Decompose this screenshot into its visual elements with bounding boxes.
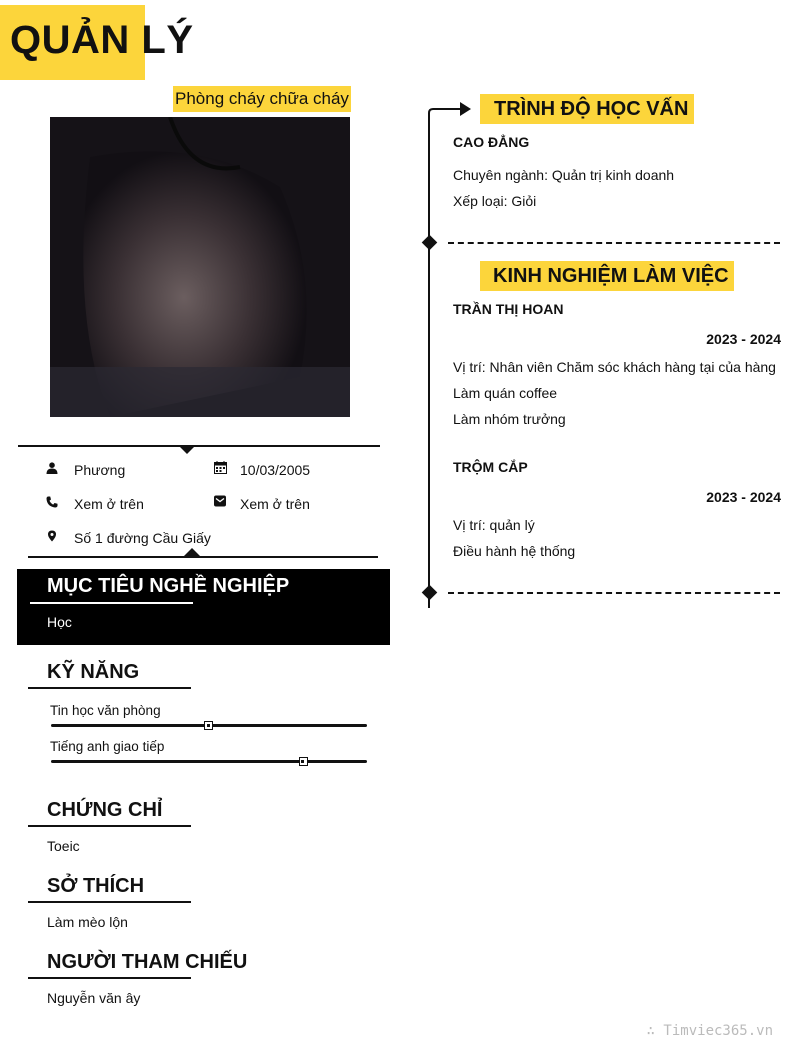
skill-level-marker bbox=[204, 721, 213, 730]
info-bottom-divider bbox=[28, 556, 378, 558]
skill-name: Tiếng anh giao tiếp bbox=[50, 739, 165, 754]
info-phone: Xem ở trên bbox=[74, 496, 144, 512]
references-underline bbox=[28, 977, 191, 979]
skills-title: KỸ NĂNG bbox=[47, 661, 140, 683]
timeline-node bbox=[422, 235, 438, 251]
skill-level-marker bbox=[299, 757, 308, 766]
timeline-node bbox=[422, 585, 438, 601]
phone-icon bbox=[45, 496, 59, 511]
hobbies-underline bbox=[28, 901, 191, 903]
info-birthday: 10/03/2005 bbox=[240, 462, 311, 478]
brand-logo-icon: ∴ bbox=[646, 1023, 655, 1039]
user-icon bbox=[45, 462, 59, 477]
section-divider bbox=[448, 242, 780, 244]
skills-underline bbox=[28, 687, 191, 689]
info-address: Số 1 đường Cầu Giấy bbox=[74, 530, 211, 546]
education-major: Chuyên ngành: Quản trị kinh doanh bbox=[453, 167, 675, 183]
experience-title: KINH NGHIỆM LÀM VIỆC bbox=[493, 265, 729, 287]
job-line: Vị trí: Nhân viên Chăm sóc khách hàng tại của hàng bbox=[453, 359, 776, 375]
section-divider bbox=[448, 592, 780, 594]
footer-brand bbox=[647, 1023, 773, 1039]
job-company: TRẦN THỊ HOAN bbox=[453, 301, 564, 317]
objective-title: MỤC TIÊU NGHỀ NGHIỆP bbox=[47, 575, 290, 597]
email-icon bbox=[213, 495, 227, 510]
divider-arrow-up bbox=[184, 548, 200, 556]
education-school: CAO ĐẲNG bbox=[453, 134, 530, 150]
profile-photo bbox=[50, 117, 350, 417]
divider-arrow-down bbox=[179, 446, 195, 454]
objective-underline bbox=[30, 602, 193, 604]
job-line: Điều hành hệ thống bbox=[453, 543, 576, 559]
certificates-text: Toeic bbox=[47, 838, 80, 854]
timeline-arrow-icon bbox=[427, 99, 473, 123]
hobbies-text: Làm mèo lộn bbox=[47, 914, 128, 930]
info-email: Xem ở trên bbox=[240, 496, 310, 512]
timeline-line bbox=[428, 118, 430, 608]
job-period: 2023 - 2024 bbox=[706, 331, 781, 347]
job-line: Vị trí: quản lý bbox=[453, 517, 535, 533]
calendar-icon bbox=[213, 461, 227, 477]
certificates-underline bbox=[28, 825, 191, 827]
photo-placeholder-icon bbox=[50, 117, 350, 417]
brand-name: Timviec365.vn bbox=[663, 1023, 773, 1039]
skill-bar bbox=[51, 760, 367, 763]
job-company: TRỘM CẮP bbox=[453, 459, 528, 475]
education-title: TRÌNH ĐỘ HỌC VẤN bbox=[494, 98, 689, 120]
certificates-title: CHỨNG CHỈ bbox=[47, 799, 163, 821]
info-top-divider bbox=[18, 445, 380, 447]
job-line: Làm nhóm trưởng bbox=[453, 411, 566, 427]
references-title: NGƯỜI THAM CHIẾU bbox=[47, 951, 248, 973]
education-rank: Xếp loại: Giỏi bbox=[453, 193, 537, 209]
job-line: Làm quán coffee bbox=[453, 385, 558, 401]
references-text: Nguyễn văn ây bbox=[47, 990, 141, 1006]
skill-name: Tin học văn phòng bbox=[50, 703, 161, 718]
job-period: 2023 - 2024 bbox=[706, 489, 781, 505]
objective-text: Học bbox=[47, 614, 72, 630]
info-name: Phương bbox=[74, 462, 126, 478]
job-title: Phòng cháy chữa cháy bbox=[173, 86, 351, 112]
location-icon bbox=[45, 530, 59, 545]
hobbies-title: SỞ THÍCH bbox=[47, 875, 145, 897]
candidate-name: QUẢN LÝ bbox=[10, 18, 194, 62]
